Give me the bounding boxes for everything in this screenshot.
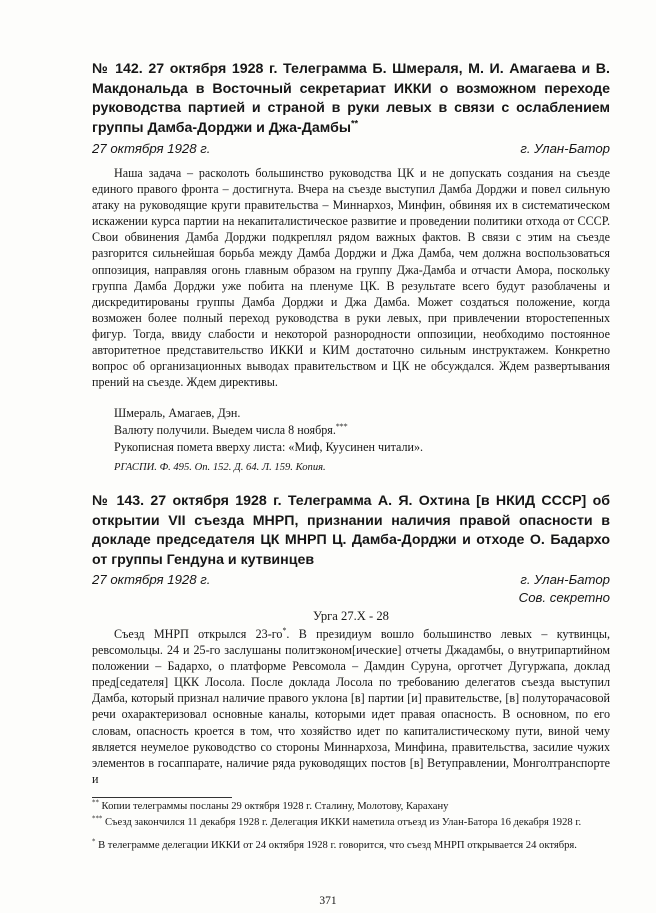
- doc142-signatures: Шмераль, Амагаев, Дэн.: [114, 406, 241, 420]
- footnote-1: ** Копии телеграммы посланы 29 октября 1928 г. Сталину, Молотову, Карахану: [92, 799, 449, 812]
- doc142-title: № 142. 27 октября 1928 г. Телеграмма Б. Шмераля, М. И. Амагаева и В. Макдональда в Восточный секретариат ИККИ о возможном переходе руководства партией и страной в руки левых в связи с ослаблением группы Дамба-Дорджи и Джа-Дамбы**: [92, 61, 610, 136]
- doc142-note-footnote-mark: ***: [335, 421, 348, 431]
- doc142-title-footnote-mark: **: [350, 117, 359, 128]
- doc142-date: 27 октября 1928 г.: [92, 141, 211, 156]
- doc143-body: Съезд МНРП открылся 23-го*. В президиум вошло большинство левых – кутвинцы, ревсомольцы. 24 и 25-го заслушаны политэконом[ические] отчеты Джадамбы, о внутрипартийном положении – Бадархо, о платформе Ревсомола – Дамдин Суруна, орготчет Дугуржапа, доклад пред[седателя] ЦКК Лосола. После доклада Лосола по требованию делегатов съезда выступил Дамба, который признал наличие правого уклона [в] партии [и] правительстве, [в] полуторачасовой речи охарактеризовал основные каналы, которыми идет правая опасность. В основном, по его словам, опасность кроется в том, что хозяйство идет по капиталистическому пути, виной чему является неумелое руководство со стороны Миннархоза, Минфина, правительства, засилие чужих элементов в госаппарате, наличие ряда руководящих постов [в] Ветуправлении, Монголтранспорте и: [92, 625, 611, 786]
- doc143-body-footnote-mark: *: [282, 625, 287, 635]
- footnote-2: *** Съезд закончился 11 декабря 1928 г. Делегация ИККИ наметила отъезд из Улан-Батора 16 декабря 1928 г.: [92, 815, 582, 828]
- doc142-archive-reference: РГАСПИ. Ф. 495. Оп. 152. Д. 64. Л. 159. Копия.: [114, 462, 326, 473]
- doc143-header-line: Урга 27.X - 28: [313, 609, 389, 623]
- doc142-handwritten-note: Рукописная помета вверху листа: «Миф, Куусинен читали».: [114, 440, 424, 454]
- doc143-date: 27 октября 1928 г.: [92, 572, 211, 587]
- doc143-secrecy-stamp: Сов. секретно: [518, 590, 610, 605]
- page-number: 371: [319, 895, 337, 907]
- doc143-place: г. Улан-Батор: [520, 572, 610, 587]
- doc142-body: Наша задача – расколоть большинство руководства ЦК и не допускать создания на съезде единого правого фронта – достигнута. Вчера на съезде выступил Дамба Дорджи и повел сильную атаку на руководящие круги правительства – Миннархоз, Минфин, обвиняя их в систематическом искажении курса партии на некапиталистическое развитие и проведении политики отхода от СССР. Свои обвинения Дамба Дорджи подкреплял рядом важных фактов. В связи с этим на съезде разгорится сильнейшая борьба между Дамба Дорджи и Джа Дамба, чем должна воспользоваться оппозиция, направляя огонь главным образом на группу Джа-Дамба и отчасти Амора, поскольку группа Дамба Дорджи уже побита на пленуме ЦК. В результате всего будут разоблачены и дискредитированы группы Дамба Дорджи и Джа Дамба. Может создаться положение, когда возможен более полный переход руководства в руки левых, при привлечении второстепенных фигур. Тогда, ввиду слабости и некоторой разнородности оппозиции, необходимо постоянное авторитетное представительство ИККИ и КИМ достаточно сильным инструктажем. Конкретно вопрос об организационных выводах правительством и ЦК не обсуждался. Ждем развертывания прений на съезде. Ждем директивы.: [92, 166, 610, 390]
- doc142-note-line: Валюту получили. Выедем числа 8 ноября.***: [114, 421, 348, 437]
- doc142-place: г. Улан-Батор: [520, 141, 610, 156]
- footnote-3: * В телеграмме делегации ИККИ от 24 октября 1928 г. говорится, что съезд МНРП открывается 24 октября.: [92, 838, 577, 851]
- doc143-title: № 143. 27 октября 1928 г. Телеграмма А. Я. Охтина [в НКИД СССР] об открытии VII съезда МНРП, признании наличия правой опасности в докладе председателя ЦК МНРП Ц. Дамба-Дорджи и отходе О. Бадархо от группы Гендуна и кутвинцев: [92, 493, 610, 568]
- footnote-rule: [92, 797, 232, 798]
